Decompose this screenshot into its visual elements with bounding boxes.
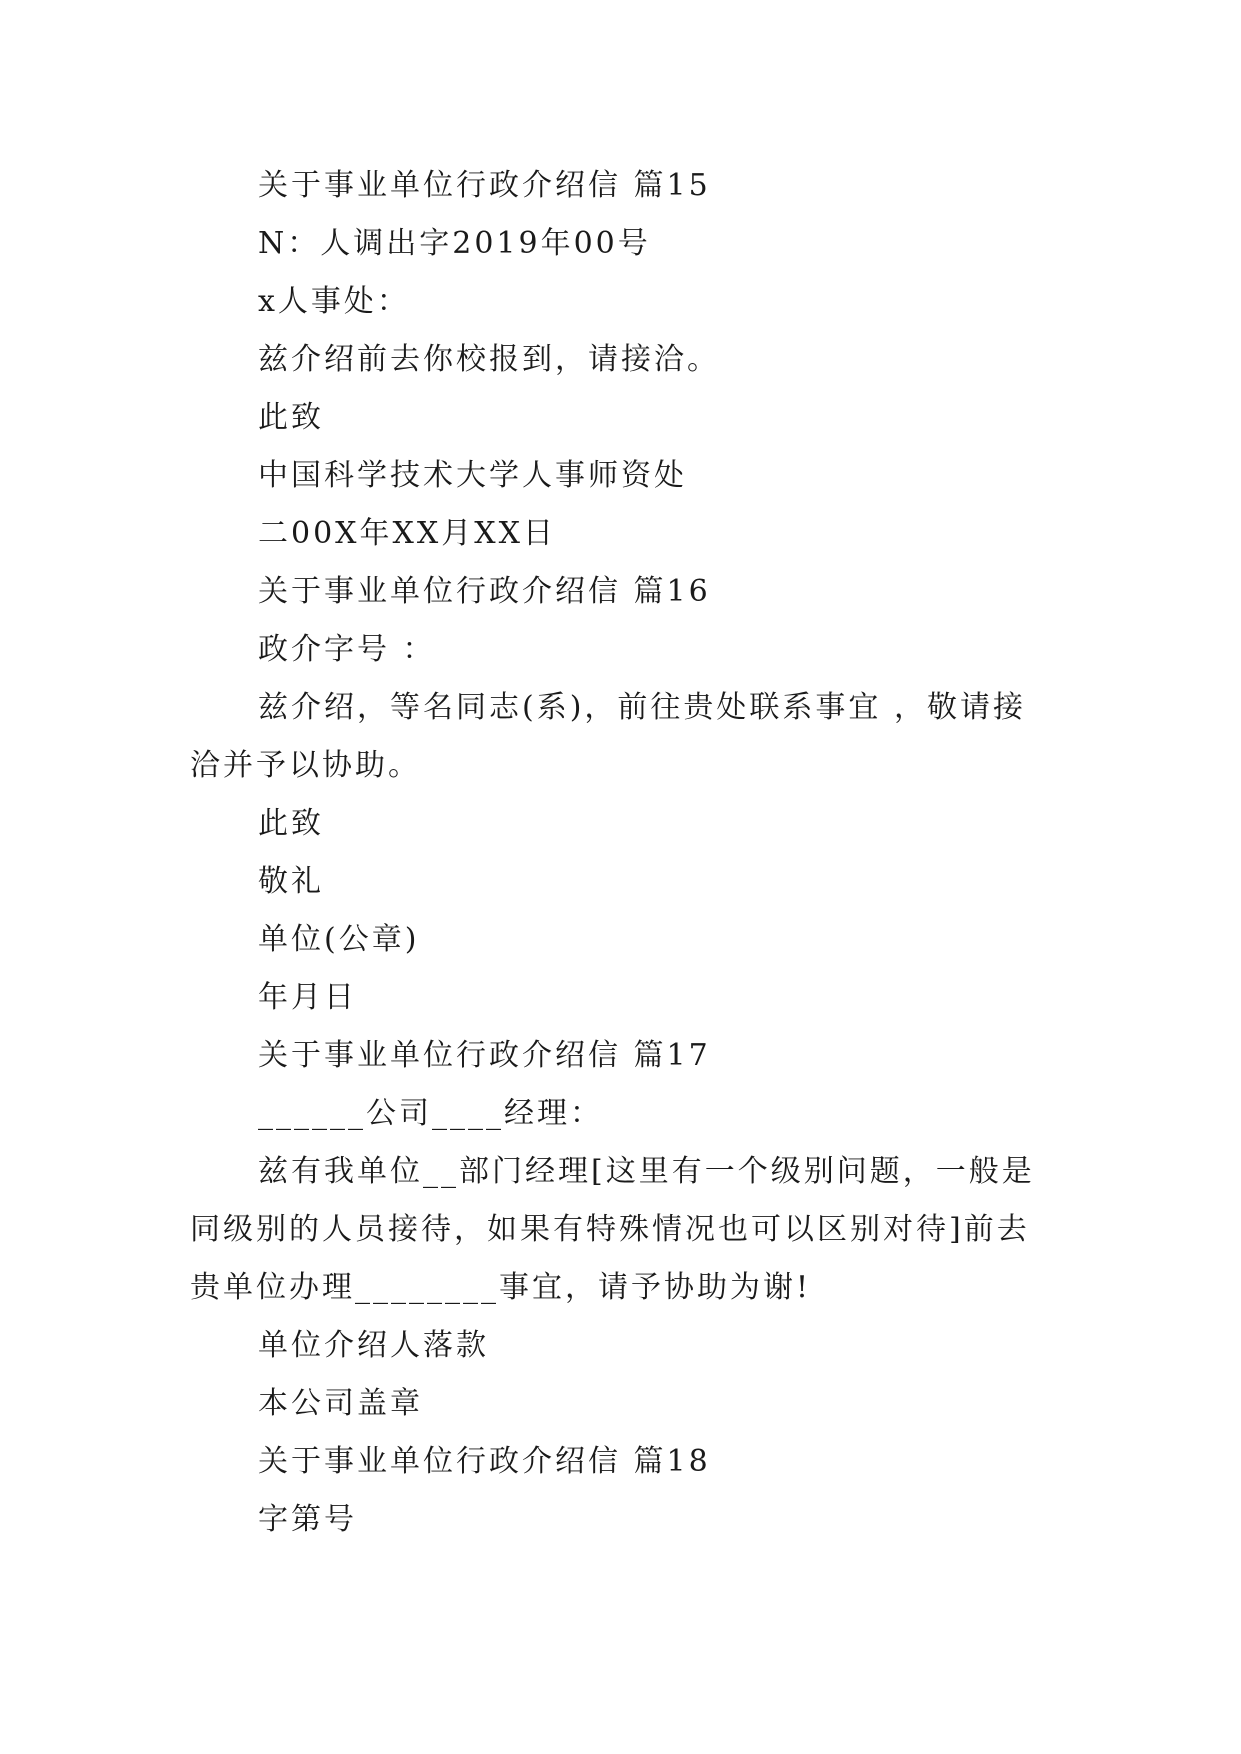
section-heading: 关于事业单位行政介绍信 篇18	[258, 1444, 711, 1479]
section-heading: 关于事业单位行政介绍信 篇16	[258, 574, 711, 609]
recipient: ______公司____经理：	[258, 1096, 603, 1131]
closing: 此致	[258, 400, 324, 435]
body-text: 兹介绍前去你校报到，请接洽。	[258, 342, 720, 377]
reference-number: 字第号	[258, 1502, 357, 1537]
body-text: 兹介绍，等名同志(系)，前往贵处联系事宜 ，敬请接	[258, 690, 1026, 725]
body-text: 兹有我单位__部门经理[这里有一个级别问题，一般是	[258, 1154, 1035, 1189]
recipient: x人事处：	[258, 284, 410, 319]
reference-number: N：人调出字2019年00号	[258, 226, 651, 261]
signature-line: 单位介绍人落款	[258, 1328, 489, 1363]
body-text-continued: 洽并予以协助。	[190, 748, 421, 783]
section-heading: 关于事业单位行政介绍信 篇17	[258, 1038, 711, 1073]
date: 年月日	[258, 980, 357, 1015]
closing: 此致	[258, 806, 324, 841]
body-text-continued: 同级别的人员接待，如果有特殊情况也可以区别对待]前去	[190, 1212, 1030, 1247]
section-heading: 关于事业单位行政介绍信 篇15	[258, 168, 711, 203]
date: 二00X年XX月XX日	[258, 516, 556, 551]
body-text-continued: 贵单位办理________事宜，请予协助为谢!	[190, 1270, 812, 1305]
salutation: 敬礼	[258, 864, 324, 899]
seal-line: 本公司盖章	[258, 1386, 423, 1421]
sender: 单位(公章)	[258, 922, 420, 957]
reference-number: 政介字号 ：	[258, 632, 436, 667]
sender: 中国科学技术大学人事师资处	[258, 458, 687, 493]
